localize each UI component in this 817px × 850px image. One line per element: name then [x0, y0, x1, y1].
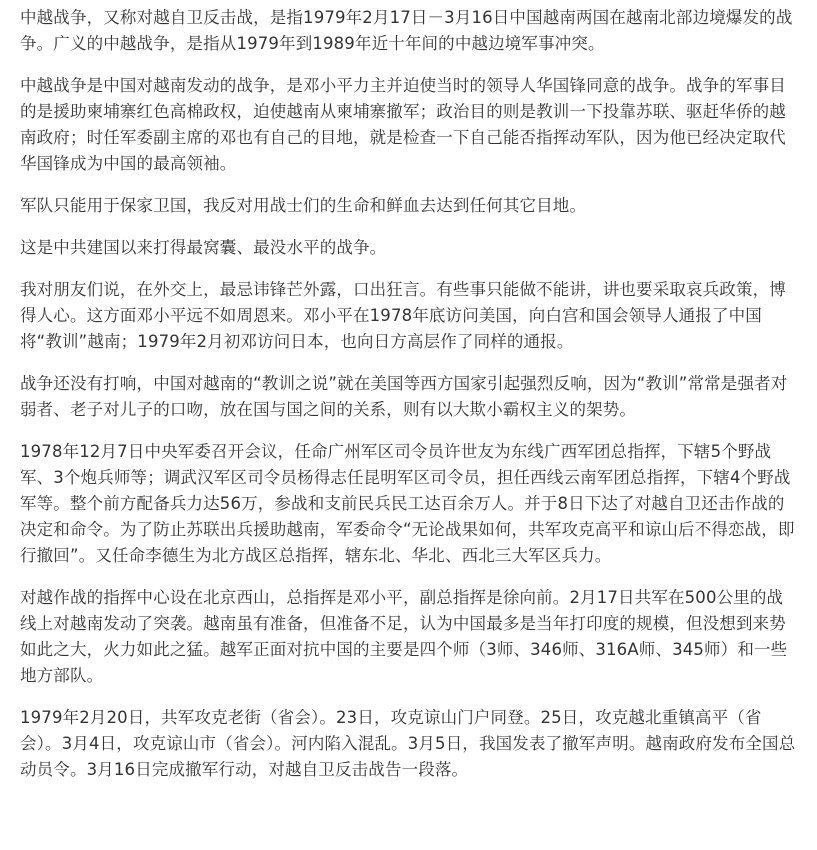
paragraph-7: 1978年12月7日中央军委召开会议，任命广州军区司令员许世友为东线广西军团总指挥，下辖5个野战军、3个炮兵师等；调武汉军区司令员杨得志任昆明军区司令员，担任西线云南军团总指挥，下辖4个野战军等。整个前方配备兵力达56万，参战和支前民兵民工达百余万人。并于8日下达了对越自卫还击作战的决定和命令。为了防止苏联出兵援助越南，军委命令“无论战果如何，共军攻克高平和谅山后不得恋战，即行撤回”。又任命李德生为北方战区总指挥，辖东北、华北、西北三大军区兵力。	[20, 442, 795, 565]
paragraph-8: 对越作战的指挥中心设在北京西山，总指挥是邓小平，副总指挥是徐向前。2月17日共军在500公里的战线上对越南发动了突袭。越南虽有准备，但准备不足，认为中国最多是当年打印度的规模，但没想到来势如此之大，火力如此之猛。越军正面对抗中国的主要是四个师（3师、346师、316A师、345师）和一些地方部队。	[20, 588, 788, 685]
paragraph-1: 中越战争，又称对越自卫反击战，是指1979年2月17日－3月16日中国越南两国在越南北部边境爆发的战争。广义的中越战争，是指从1979年到1989年近十年间的中越边境军事冲突。	[20, 8, 793, 53]
paragraph-6: 战争还没有打响，中国对越南的“教训之说”就在美国等西方国家引起强烈反响，因为“教训”常常是强者对弱者、老子对儿子的口吻，放在国与国之间的关系，则有以大欺小霸权主义的架势。	[20, 374, 788, 419]
paragraph-9: 1979年2月20日，共军攻克老街（省会）。23日，攻克谅山门户同登。25日，攻克越北重镇高平（省会）。3月4日，攻克谅山市（省会）。河内陷入混乱。3月5日，我国发表了撤军声明。越南政府发布全国总动员令。3月16日完成撤军行动，对越自卫反击战告一段落。	[20, 708, 796, 779]
paragraph-4: 这是中共建国以来打得最窝囊、最没水平的战争。	[20, 238, 387, 257]
paragraph-2: 中越战争是中国对越南发动的战争，是邓小平力主并迫使当时的领导人华国锋同意的战争。战争的军事目的是援助柬埔寨红色高棉政权，迫使越南从柬埔寨撤军；政治目的则是教训一下投靠苏联、驱赶华侨的越南政府；时任军委副主席的邓也有自己的目地，就是检查一下自己能否指挥动军队，因为他已经决定取代华国锋成为中国的最高领袖。	[20, 76, 786, 173]
paragraph-3: 军队只能用于保家卫国，我反对用战士们的生命和鲜血去达到任何其它目地。	[20, 196, 587, 215]
paragraph-5: 我对朋友们说，在外交上，最忌讳锋芒外露，口出狂言。有些事只能做不能讲，讲也要采取哀兵政策，博得人心。这方面邓小平远不如周恩来。邓小平在1978年底访问美国，向白宫和国会领导人通报了中国将“教训”越南；1979年2月初邓访问日本，也向日方高层作了同样的通报。	[20, 280, 786, 351]
